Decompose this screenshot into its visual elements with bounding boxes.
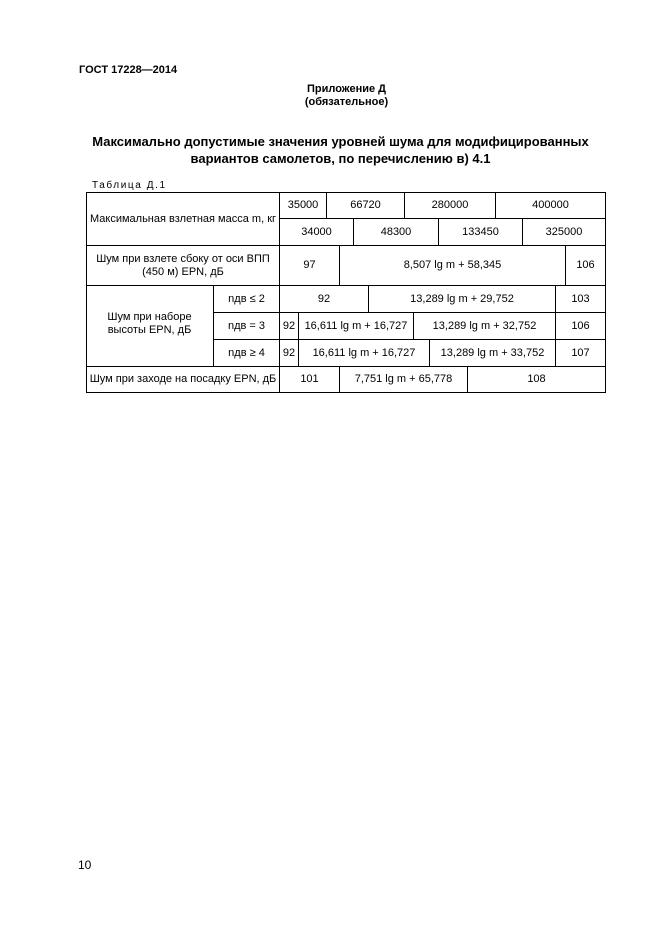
- engine-count-condition: nдв ≤ 2: [228, 292, 265, 305]
- mass-row1-cell: 400000: [532, 199, 569, 211]
- approach-value-cell: 101: [300, 373, 319, 385]
- flyover-formula-cell: 13,289 lg m + 32,752: [432, 319, 537, 332]
- flyover-value-cell: 107: [571, 346, 590, 359]
- mass-row2-cell: 133450: [462, 225, 499, 238]
- flyover-formula-cell: 16,611 lg m + 16,727: [304, 319, 408, 332]
- standard-designation: ГОСТ 17228—2014: [79, 64, 178, 76]
- lateral-value-cell: 97: [303, 259, 316, 271]
- flyover-value-cell: 92: [317, 292, 331, 305]
- approach-value-cell: 108: [527, 373, 546, 385]
- flyover-value-cell: 103: [571, 292, 590, 305]
- engine-count-condition: nдв ≥ 4: [228, 346, 265, 359]
- mass-row1-cell: 280000: [431, 199, 469, 211]
- approach-noise-label: Шум при заходе на посадку EPN, дБ: [89, 373, 277, 385]
- page-number: 10: [78, 858, 92, 872]
- lateral-formula-cell: 8,507 lg m + 58,345: [403, 259, 502, 271]
- mass-label-cell: Максимальная взлетная масса m, кг: [89, 212, 277, 225]
- mass-row1-cell: 35000: [287, 199, 319, 211]
- document-title-line-1: Максимально допустимые значения уровней шума для модифицированных: [92, 134, 589, 149]
- engine-count-condition: nдв = 3: [227, 319, 266, 332]
- flyover-formula-cell: 13,289 lg m + 33,752: [440, 346, 545, 359]
- mass-row2-cell: 48300: [380, 225, 412, 238]
- lateral-noise-label: Шум при взлете сбоку от оси ВПП (450 м) EPN, дБ: [96, 252, 270, 278]
- lateral-value-cell: 106: [576, 259, 595, 271]
- table-caption: Таблица Д.1: [92, 180, 167, 191]
- annex-status: (обязательное): [304, 96, 389, 108]
- approach-formula-cell: 7,751 lg m + 65,778: [354, 373, 453, 385]
- mass-row2-cell: 325000: [545, 225, 583, 238]
- document-title-line-2: вариантов самолетов, по перечислению в) 4.1: [190, 151, 491, 166]
- flyover-formula-cell: 13,289 lg m + 29,752: [410, 292, 514, 305]
- flyover-value-cell: 92: [282, 319, 296, 332]
- flyover-value-cell: 106: [571, 319, 590, 332]
- flyover-noise-label: Шум при наборе высоты EPN, дБ: [107, 311, 192, 336]
- mass-row2-cell: 34000: [301, 225, 332, 238]
- flyover-formula-cell: 16,611 lg m + 16,727: [312, 346, 416, 359]
- flyover-value-cell: 92: [282, 346, 296, 359]
- annex-title: Приложение Д: [307, 83, 386, 95]
- mass-row1-cell: 66720: [350, 199, 381, 211]
